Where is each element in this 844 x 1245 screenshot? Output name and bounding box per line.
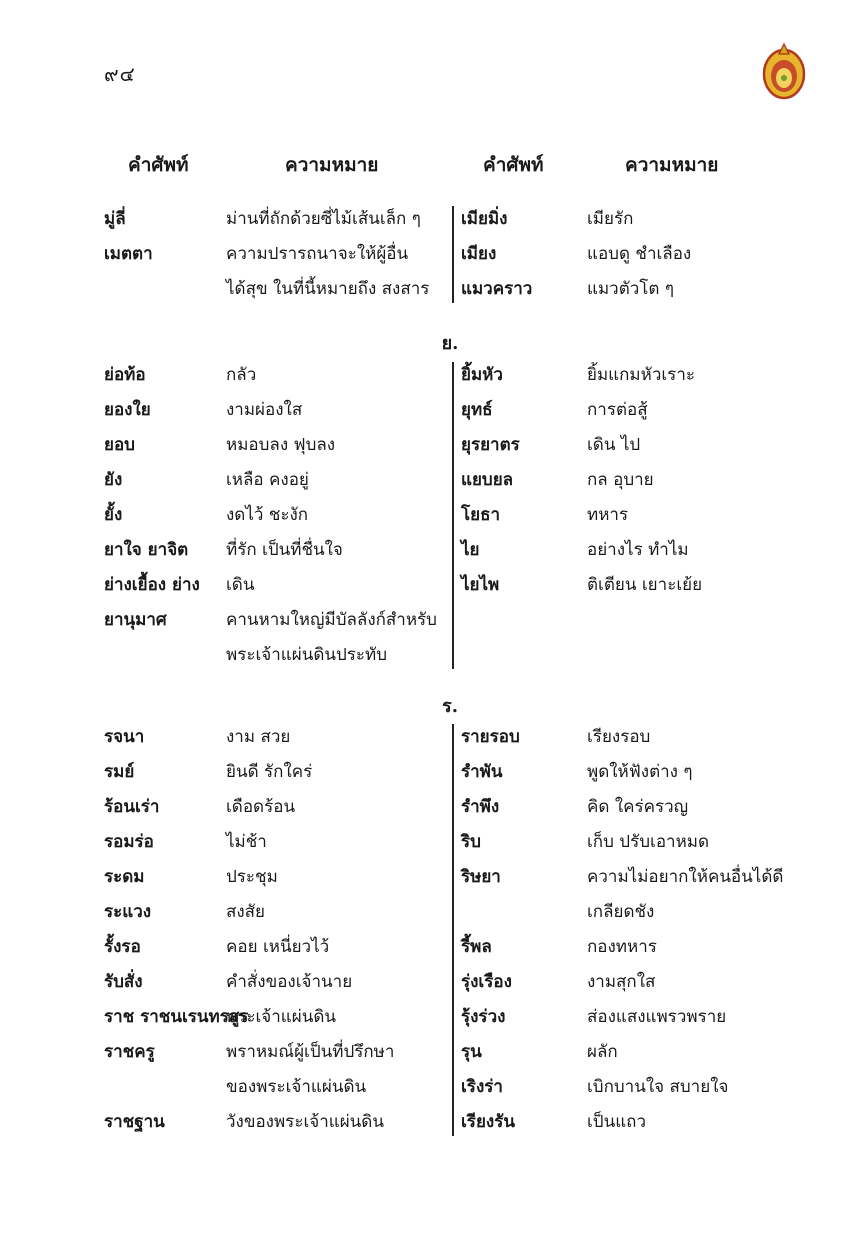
- entry-word: ยิ้มหัว: [461, 365, 503, 385]
- header-word-col-1: คำศัพท์: [128, 154, 189, 176]
- column-divider: [452, 362, 454, 669]
- entry-word: รุ่งเรือง: [461, 972, 512, 992]
- entry-meaning: คิด ใคร่ครวญ: [587, 797, 689, 817]
- entry-meaning: ติเตียน เยาะเย้ย: [587, 575, 703, 595]
- entry-meaning: กลัว: [226, 365, 257, 385]
- entry-word: มู่ลี่: [104, 209, 126, 229]
- entry-meaning: คอย เหนี่ยวไว้: [226, 937, 330, 957]
- entry-word: ไย: [461, 540, 480, 560]
- entry-meaning: พระเจ้าแผ่นดิน: [226, 1007, 336, 1027]
- entry-meaning: พูดให้ฟังต่าง ๆ: [587, 762, 693, 782]
- entry-word: ยาใจ ยาจิต: [104, 540, 189, 560]
- entry-word: ยอบ: [104, 435, 135, 455]
- header-word-col-2: คำศัพท์: [483, 154, 544, 176]
- entry-word: ระดม: [104, 867, 145, 887]
- entry-meaning: แอบดู ชำเลือง: [587, 244, 692, 264]
- entry-meaning: เดือดร้อน: [226, 797, 296, 817]
- entry-meaning: กล อุบาย: [587, 470, 654, 490]
- entry-meaning: เดิน ไป: [587, 435, 641, 455]
- entry-meaning: คานหามใหญ่มีบัลลังก์สำหรับ: [226, 610, 437, 630]
- section-letter: ย.: [441, 333, 459, 354]
- entry-word: ราช ราชนเรนทรสูร: [104, 1007, 249, 1027]
- entry-word: ระแวง: [104, 902, 152, 922]
- entry-word: ยานุมาศ: [104, 610, 167, 630]
- entry-meaning: อย่างไร ทำไม: [587, 540, 689, 560]
- page-number: ๙๔: [104, 62, 136, 86]
- entry-word: รำพึง: [461, 797, 500, 817]
- entry-meaning: งามสุกใส: [587, 972, 656, 992]
- entry-meaning: ยินดี รักใคร่: [226, 762, 313, 782]
- entry-meaning: การต่อสู้: [587, 400, 648, 420]
- column-divider: [452, 206, 454, 303]
- entry-word: ยุทธ์: [461, 400, 493, 420]
- entry-word: ยุรยาตร: [461, 435, 520, 455]
- entry-word: ไยไพ: [461, 575, 500, 595]
- entry-word: รอมร่อ: [104, 832, 154, 852]
- entry-word: ยัง: [104, 470, 123, 490]
- header-meaning-col-2: ความหมาย: [625, 154, 719, 176]
- entry-meaning: ที่รัก เป็นที่ชื่นใจ: [226, 540, 343, 560]
- entry-word: รับสั่ง: [104, 972, 143, 992]
- entry-meaning: งดไว้ ชะงัก: [226, 505, 309, 525]
- entry-word: รุ้งร่วง: [461, 1007, 506, 1027]
- entry-meaning: ความปรารถนาจะให้ผู้อื่น: [226, 244, 409, 264]
- entry-word: ราชฐาน: [104, 1112, 165, 1132]
- entry-word: ร้อนเร่า: [104, 797, 160, 817]
- entry-word: ยั้ง: [104, 505, 123, 525]
- entry-meaning: กองทหาร: [587, 937, 657, 957]
- entry-word: เมียง: [461, 244, 497, 264]
- entry-word: เริงร่า: [461, 1077, 503, 1097]
- entry-meaning: ผลัก: [587, 1042, 618, 1062]
- entry-meaning: ความไม่อยากให้คนอื่นได้ดี: [587, 867, 784, 887]
- entry-meaning: ได้สุข ในที่นี้หมายถึง สงสาร: [226, 279, 430, 299]
- entry-word: รี้พล: [461, 937, 492, 957]
- entry-meaning: ส่องแสงแพรวพราย: [587, 1007, 727, 1027]
- entry-word: เมตตา: [104, 244, 153, 264]
- column-divider: [452, 724, 454, 1136]
- entry-word: ริบ: [461, 832, 481, 852]
- entry-meaning: เหลือ คงอยู่: [226, 470, 309, 490]
- entry-meaning: แมวตัวโต ๆ: [587, 279, 675, 299]
- entry-meaning: หมอบลง ฟุบลง: [226, 435, 336, 455]
- entry-meaning: สงสัย: [226, 902, 266, 922]
- entry-meaning: เดิน: [226, 575, 255, 595]
- header-meaning-col-1: ความหมาย: [285, 154, 379, 176]
- entry-meaning: วังของพระเจ้าแผ่นดิน: [226, 1112, 384, 1132]
- entry-word: โยธา: [461, 505, 501, 525]
- entry-meaning: เก็บ ปรับเอาหมด: [587, 832, 710, 852]
- entry-word: แมวคราว: [461, 279, 533, 299]
- entry-word: รั้งรอ: [104, 937, 141, 957]
- entry-word: รมย์: [104, 762, 135, 782]
- entry-meaning: ม่านที่ถักด้วยซี่ไม้เส้นเล็ก ๆ: [226, 209, 421, 229]
- entry-word: เรียงรัน: [461, 1112, 515, 1132]
- entry-word: รายรอบ: [461, 727, 520, 747]
- entry-word: ย่างเยื้อง ย่าง: [104, 575, 200, 595]
- entry-word: ย่อท้อ: [104, 365, 146, 385]
- entry-meaning: เป็นแถว: [587, 1112, 647, 1132]
- entry-meaning: ยิ้มแกมหัวเราะ: [587, 365, 695, 385]
- entry-meaning: ไม่ช้า: [226, 832, 267, 852]
- entry-meaning: ของพระเจ้าแผ่นดิน: [226, 1077, 367, 1097]
- entry-word: รจนา: [104, 727, 145, 747]
- entry-word: แยบยล: [461, 470, 514, 490]
- entry-meaning: ทหาร: [587, 505, 629, 525]
- entry-meaning: งาม สวย: [226, 727, 291, 747]
- entry-word: รุน: [461, 1042, 482, 1062]
- entry-word: ราชครู: [104, 1042, 155, 1062]
- entry-meaning: ประชุม: [226, 867, 278, 887]
- entry-meaning: เกลียดชัง: [587, 902, 655, 922]
- entry-word: ริษยา: [461, 867, 501, 887]
- entry-meaning: คำสั่งของเจ้านาย: [226, 972, 353, 992]
- entry-meaning: พระเจ้าแผ่นดินประทับ: [226, 645, 388, 665]
- section-letter: ร.: [442, 696, 458, 717]
- entry-meaning: งามผ่องใส: [226, 400, 303, 420]
- entry-word: ยองใย: [104, 400, 151, 420]
- entry-meaning: เมียรัก: [587, 209, 634, 229]
- entry-word: เมียมิ่ง: [461, 209, 508, 229]
- entry-meaning: พราหมณ์ผู้เป็นที่ปรึกษา: [226, 1042, 395, 1062]
- entry-meaning: เบิกบานใจ สบายใจ: [587, 1077, 729, 1097]
- emblem-icon: [760, 40, 808, 102]
- entry-word: รำพัน: [461, 762, 503, 782]
- entry-meaning: เรียงรอบ: [587, 727, 651, 747]
